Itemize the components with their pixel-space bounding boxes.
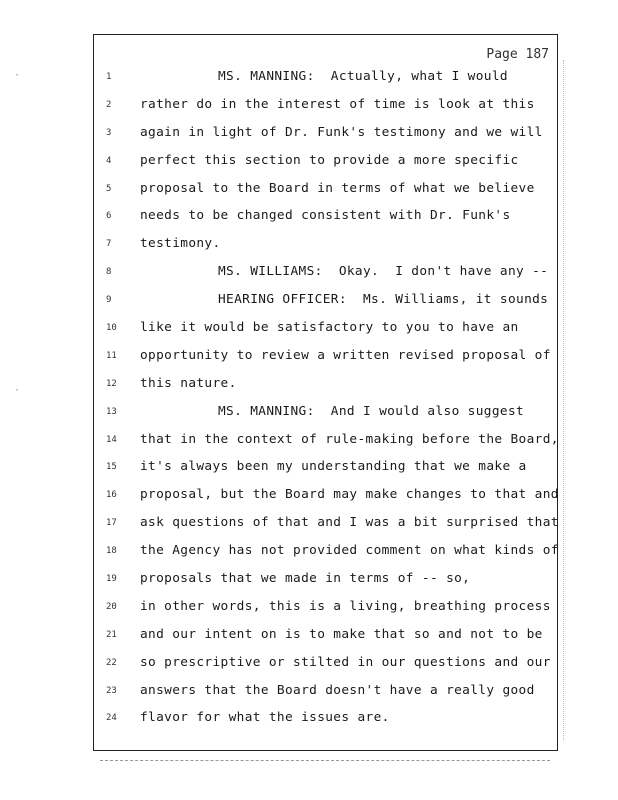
line-number: 24 bbox=[106, 713, 117, 724]
line-text: and our intent on is to make that so and not to be bbox=[140, 626, 543, 642]
transcript-line bbox=[94, 208, 557, 236]
line-text: answers that the Board doesn't have a really good bbox=[140, 682, 535, 698]
line-text: like it would be satisfactory to you to have an bbox=[140, 320, 519, 336]
transcript-line bbox=[94, 69, 557, 97]
line-number: 21 bbox=[106, 629, 117, 640]
line-text: flavor for what the issues are. bbox=[140, 710, 390, 726]
line-number: 16 bbox=[106, 490, 117, 501]
line-number: 20 bbox=[106, 601, 117, 612]
line-number: 3 bbox=[106, 127, 112, 138]
transcript-line bbox=[94, 543, 557, 571]
margin-mark: · bbox=[14, 70, 21, 81]
line-number: 13 bbox=[106, 406, 117, 417]
page-number: Page 187 bbox=[486, 47, 549, 62]
line-text: MS. MANNING: And I would also suggest bbox=[218, 403, 525, 419]
line-number: 15 bbox=[106, 462, 117, 473]
transcript-line bbox=[94, 599, 557, 627]
line-number: 8 bbox=[106, 267, 112, 278]
transcript-line bbox=[94, 432, 557, 460]
line-number: 22 bbox=[106, 657, 117, 668]
line-text: proposal, but the Board may make changes to that and bbox=[140, 487, 559, 503]
transcript-page bbox=[93, 34, 558, 751]
transcript-line bbox=[94, 153, 557, 181]
line-number: 5 bbox=[106, 183, 112, 194]
line-text: MS. MANNING: Actually, what I would bbox=[218, 69, 508, 84]
transcript-line bbox=[94, 376, 557, 404]
line-text: needs to be changed consistent with Dr. Funk's bbox=[140, 208, 511, 224]
line-text: proposal to the Board in terms of what we believe bbox=[140, 180, 535, 196]
line-text: MS. WILLIAMS: Okay. I don't have any -- bbox=[218, 264, 549, 280]
transcript-line bbox=[94, 627, 557, 655]
line-text: rather do in the interest of time is look at this bbox=[140, 96, 535, 112]
transcript-line bbox=[94, 404, 557, 432]
transcript-line bbox=[94, 515, 557, 543]
line-text: ask questions of that and I was a bit surprised that bbox=[140, 515, 559, 531]
transcript-line bbox=[94, 97, 557, 125]
line-number: 7 bbox=[106, 239, 112, 250]
line-number: 14 bbox=[106, 434, 117, 445]
transcript-line bbox=[94, 181, 557, 209]
line-text: proposals that we made in terms of -- so, bbox=[140, 571, 471, 587]
margin-mark: · bbox=[14, 385, 21, 396]
line-number: 19 bbox=[106, 574, 117, 585]
line-text: in other words, this is a living, breathing process bbox=[140, 598, 551, 614]
line-number: 4 bbox=[106, 155, 112, 166]
line-number: 2 bbox=[106, 99, 112, 110]
line-number: 6 bbox=[106, 211, 112, 222]
line-number: 17 bbox=[106, 518, 117, 529]
line-text: again in light of Dr. Funk's testimony and we will bbox=[140, 124, 543, 140]
line-text: perfect this section to provide a more specific bbox=[140, 152, 519, 168]
line-number: 23 bbox=[106, 685, 117, 696]
bottom-rule bbox=[100, 760, 550, 763]
line-text: HEARING OFFICER: Ms. Williams, it sounds bbox=[218, 292, 549, 308]
line-number: 12 bbox=[106, 378, 117, 389]
line-text: so prescriptive or stilted in our questions and our bbox=[140, 654, 551, 670]
line-number: 10 bbox=[106, 323, 117, 334]
line-number: 11 bbox=[106, 350, 117, 361]
line-text: that in the context of rule-making before the Board, bbox=[140, 431, 559, 447]
transcript-line bbox=[94, 320, 557, 348]
line-number: 1 bbox=[106, 72, 112, 82]
line-text: it's always been my understanding that we make a bbox=[140, 459, 527, 475]
transcript-line bbox=[94, 236, 557, 264]
line-text: opportunity to review a written revised proposal of bbox=[140, 347, 551, 363]
transcript-line bbox=[94, 655, 557, 683]
transcript-line bbox=[94, 683, 557, 711]
transcript-line bbox=[94, 292, 557, 320]
line-number: 18 bbox=[106, 546, 117, 557]
line-number: 9 bbox=[106, 295, 112, 306]
transcript-line bbox=[94, 125, 557, 153]
transcript-line bbox=[94, 459, 557, 487]
transcript-line bbox=[94, 571, 557, 599]
line-text: this nature. bbox=[140, 375, 237, 391]
transcript-line bbox=[94, 710, 557, 738]
margin-dotted-line bbox=[563, 60, 566, 740]
transcript-lines bbox=[94, 69, 557, 738]
transcript-line bbox=[94, 264, 557, 292]
line-text: testimony. bbox=[140, 236, 221, 252]
transcript-line bbox=[94, 348, 557, 376]
transcript-line bbox=[94, 487, 557, 515]
line-text: the Agency has not provided comment on what kinds of bbox=[140, 543, 559, 559]
